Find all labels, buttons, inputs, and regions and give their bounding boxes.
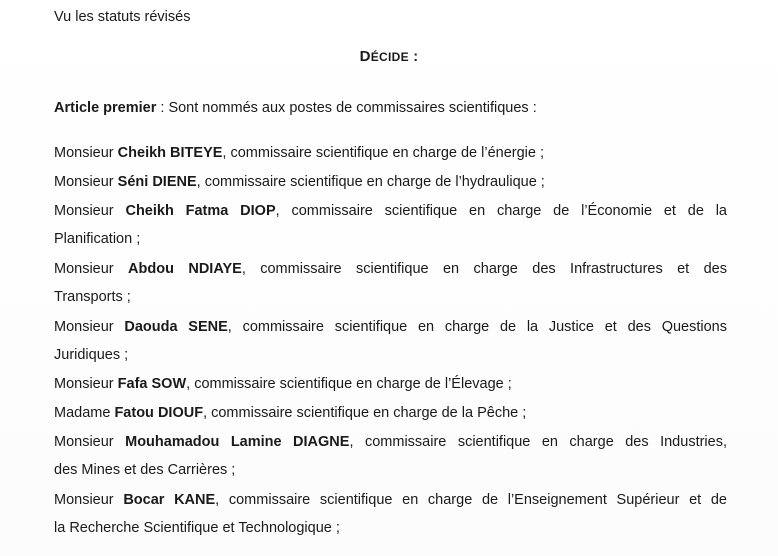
- appointment-title: Monsieur: [54, 492, 124, 508]
- appointee-name: Fafa SOW: [117, 376, 187, 392]
- appointment-title: Madame: [54, 405, 115, 421]
- appointment-title: Monsieur: [54, 145, 118, 161]
- visa-line: Vu les statuts révisés: [54, 9, 191, 25]
- appointee-name: Fatou DIOUF: [114, 405, 204, 421]
- appointment-continuation: Planification ;: [54, 231, 141, 247]
- decide-colon: :: [408, 49, 419, 65]
- appointment-line: [54, 490, 727, 510]
- appointee-name: Cheikh BITEYE: [117, 145, 223, 161]
- article-text: : Sont nommés aux postes de commissaires scientifiques :: [156, 100, 537, 116]
- appointment-title: Monsieur: [54, 434, 126, 450]
- appointment-title: Monsieur: [54, 319, 125, 335]
- appointment-line: [54, 143, 544, 163]
- appointment-text: , commissaire scientifique en charge de la Justice et des Questions: [227, 319, 727, 335]
- appointment-continuation: la Recherche Scientifique et Technologique ;: [54, 520, 340, 536]
- appointment-text: , commissaire scientifique en charge de la Pêche ;: [203, 405, 527, 421]
- appointment-title: Monsieur: [54, 174, 118, 190]
- appointment-text: , commissaire scientifique en charge de l’Élevage ;: [186, 376, 512, 392]
- appointment-text: , commissaire scientifique en charge de l’Enseignement Supérieur et de: [215, 492, 727, 508]
- appointment-continuation: Juridiques ;: [54, 347, 129, 363]
- appointment-title: Monsieur: [54, 203, 126, 219]
- appointee-name: Cheikh Fatma DIOP: [125, 203, 276, 219]
- article-line: [54, 98, 537, 118]
- appointment-text: , commissaire scientifique en charge de l’Économie et de la: [275, 203, 727, 219]
- article-label: Article premier: [54, 100, 157, 116]
- appointment-title: Monsieur: [54, 261, 129, 277]
- decide-first-letter: D: [359, 48, 371, 65]
- appointment-text: , commissaire scientifique en charge de l’hydraulique ;: [196, 174, 545, 190]
- appointee-name: Daouda SENE: [124, 319, 228, 335]
- appointment-line: [54, 432, 727, 452]
- appointment-continuation: Transports ;: [54, 289, 131, 305]
- appointment-line: [54, 201, 727, 221]
- appointment-text: , commissaire scientifique en charge des Infrastructures et des: [241, 261, 727, 277]
- appointee-name: Séni DIENE: [117, 174, 197, 190]
- appointment-line: [54, 317, 727, 337]
- appointment-title: Monsieur: [54, 376, 118, 392]
- appointment-line: [54, 259, 727, 279]
- appointment-line: [54, 172, 545, 192]
- appointee-name: Mouhamadou Lamine DIAGNE: [125, 434, 350, 450]
- appointment-continuation: des Mines et des Carrières ;: [54, 462, 236, 478]
- appointee-name: Bocar KANE: [123, 492, 216, 508]
- appointment-line: [54, 374, 512, 394]
- appointment-text: , commissaire scientifique en charge des Industries,: [349, 434, 727, 450]
- decide-heading: [0, 48, 778, 65]
- appointment-line: [54, 403, 526, 423]
- decide-rest: ÉCIDE: [370, 50, 409, 64]
- appointee-name: Abdou NDIAYE: [128, 261, 242, 277]
- appointment-text: , commissaire scientifique en charge de l’énergie ;: [222, 145, 544, 161]
